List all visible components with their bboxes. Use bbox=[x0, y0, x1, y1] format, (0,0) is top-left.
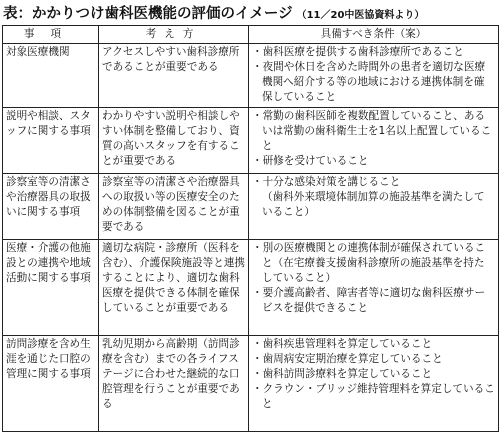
condition-item: ・歯科医療を提供する歯科診療所であること bbox=[252, 46, 464, 58]
condition-item: ・夜間や休日を含めた時間外の患者を適切な医療機関へ紹介する等の地域における連携体制を確保していること bbox=[252, 61, 486, 103]
item-cell: 説明や相談、スタッフに関する事項 bbox=[3, 108, 99, 174]
table-row bbox=[3, 44, 499, 108]
view-cell: 乳幼児期から高齢期（訪問診療を含む）までの各ライフステージに合わせた継続的な口腔管理を行うことが重要である bbox=[99, 336, 249, 432]
conditions-cell bbox=[249, 44, 499, 108]
item-cell: 対象医療機関 bbox=[3, 44, 99, 108]
view-cell: 適切な病院・診療所（医科を含む）、介護保険施設等と連携することにより、適切な歯科医療を提供できる体制を確保していることが重要である bbox=[99, 240, 249, 336]
condition-item: ・別の医療機関との連携体制が確保されていること（在宅療養支援歯科診療所の施設基準を持たしていること） bbox=[252, 242, 486, 284]
page-title bbox=[3, 2, 497, 24]
header-view: 考え方 bbox=[99, 26, 249, 44]
view-cell: アクセスしやすい歯科診療所であることが重要である bbox=[99, 44, 249, 108]
condition-item: ・歯科疾患管理料を算定していること bbox=[252, 338, 433, 350]
condition-item: ・常勤の歯科医師を複数配置していること、あるいは常勤の歯科衛生士を1名以上配置していること bbox=[252, 110, 492, 152]
condition-item: ・歯周病安定期治療を算定していること bbox=[252, 353, 443, 365]
conditions-cell bbox=[249, 174, 499, 240]
view-cell: わかりやすい説明や相談しやすい体制を整備しており、資質の高いスタッフを有することが重要である bbox=[99, 108, 249, 174]
header-item: 事項 bbox=[3, 26, 99, 44]
condition-item: ・要介護高齢者、障害者等に適切な歯科医療サービスを提供できること bbox=[252, 287, 486, 314]
table-row bbox=[3, 174, 499, 240]
source-note: （11／20中医協資料より） bbox=[296, 10, 425, 21]
table-row bbox=[3, 108, 499, 174]
item-cell: 訪問診療を含め生涯を通じた口腔の管理に関する事項 bbox=[3, 336, 99, 432]
header-conditions: 具備すべき条件（案） bbox=[249, 26, 499, 44]
evaluation-table bbox=[2, 25, 499, 432]
condition-item: ・歯科訪問診療料を算定していること bbox=[252, 368, 433, 380]
table-row bbox=[3, 336, 499, 432]
conditions-cell bbox=[249, 240, 499, 336]
table-title: 表：かかりつけ歯科医機能の評価のイメージ bbox=[3, 6, 293, 22]
header-row bbox=[3, 26, 499, 44]
condition-item: ・研修を受けていること bbox=[252, 155, 369, 167]
view-cell: 診察室等の清潔さや治療器具への取扱い等の医療安全のための体制整備を図ることが重要である bbox=[99, 174, 249, 240]
item-cell: 医療・介護の他施設との連携や地域活動に関する事項 bbox=[3, 240, 99, 336]
condition-item: ・十分な感染対策を講じること bbox=[252, 176, 401, 188]
conditions-cell bbox=[249, 108, 499, 174]
item-cell: 診察室等の清潔さや治療器具の取扱いに関する事項 bbox=[3, 174, 99, 240]
condition-note: （歯科外来環境体制加算の施設基準を満たしていること） bbox=[262, 191, 485, 218]
table-row bbox=[3, 240, 499, 336]
conditions-cell bbox=[249, 336, 499, 432]
condition-item: ・クラウン・ブリッジ維持管理料を算定していること bbox=[252, 383, 495, 410]
